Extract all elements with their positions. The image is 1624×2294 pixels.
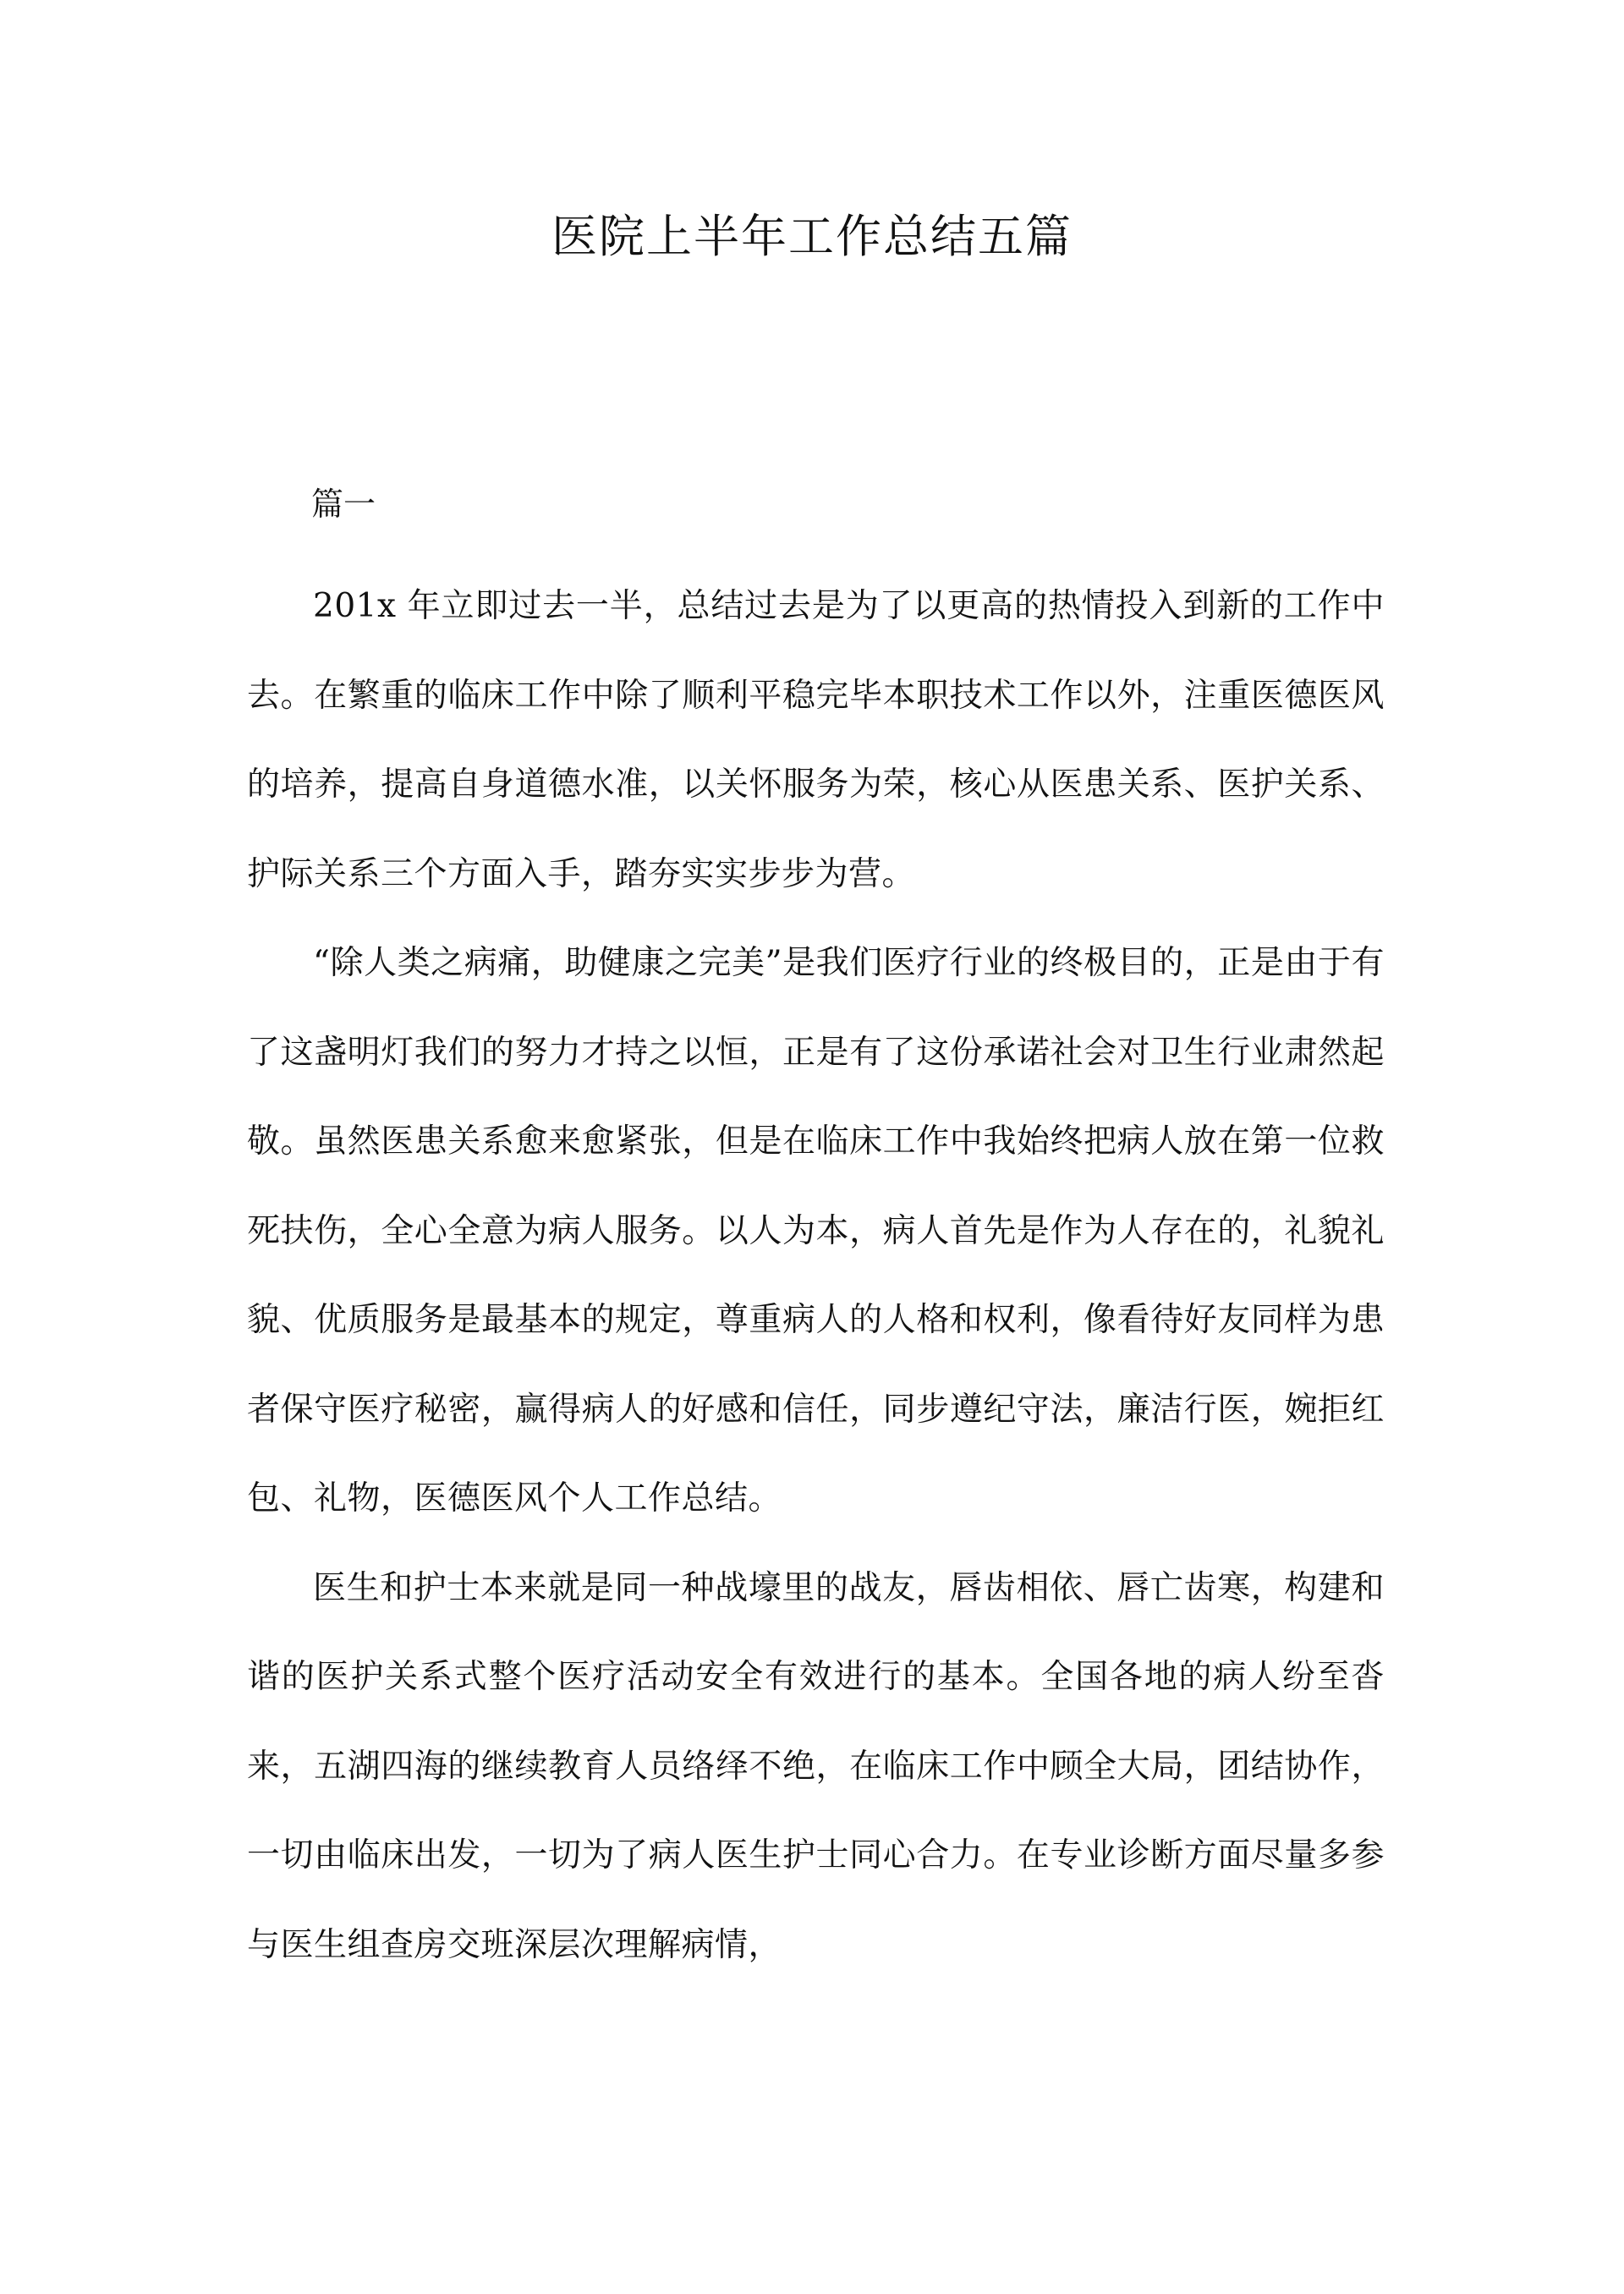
paragraph-2: “除人类之病痛，助健康之完美”是我们医疗行业的终极目的，正是由于有了这盏明灯我们的努力才持之以恒，正是有了这份承诺社会对卫生行业肃然起敬。虽然医患关系愈来愈紧张，但是在临床工作中我始终把病人放在第一位救死扶伤，全心全意为病人服务。以人为本，病人首先是作为人存在的，礼貌礼貌、优质服务是最基本的规定，尊重病人的人格和权利，像看待好友同样为患者保守医疗秘密，赢得病人的好感和信任，同步遵纪守法，廉洁行医，婉拒红包、礼物，医德医风个人工作总结。	[247, 944, 1385, 1517]
section-label: 篇一	[311, 486, 376, 523]
paragraph-1: 201x 年立即过去一半，总结过去是为了以更高的热情投入到新的工作中去。在繁重的临床工作中除了顺利平稳完毕本职技术工作以外，注重医德医风的培养，提高自身道德水准，以关怀服务为荣，核心从医患关系、医护关系、护际关系三个方面入手，踏夯实实步步为营。	[247, 587, 1385, 893]
document-body	[247, 474, 1385, 1989]
paragraph-3: 医生和护士本来就是同一种战壕里的战友，唇齿相依、唇亡齿寒，构建和谐的医护关系式整个医疗活动安全有效进行的基本。全国各地的病人纷至沓来，五湖四海的继续教育人员络绎不绝，在临床工作中顾全大局，团结协作，一切由临床出发，一切为了病人医生护士同心合力。在专业诊断方面尽量多参与医生组查房交班深层次理解病情，	[247, 1568, 1385, 1964]
document-title: 医院上半年工作总结五篇	[551, 210, 1073, 263]
